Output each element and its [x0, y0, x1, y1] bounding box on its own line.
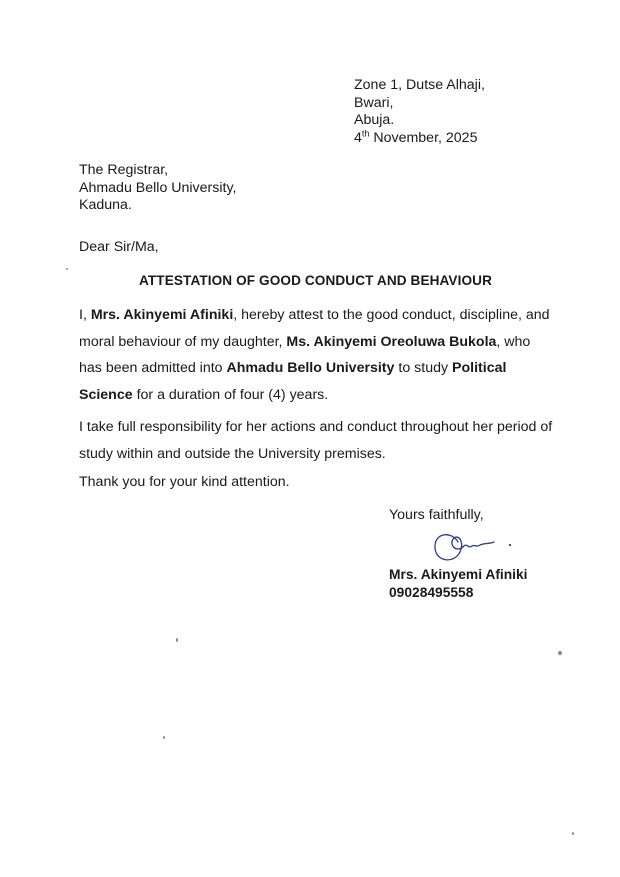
body-paragraph-1 [79, 302, 553, 408]
scan-speck [163, 736, 165, 739]
signer-phone: 09028495558 [389, 585, 474, 600]
scan-speck [66, 268, 68, 270]
salutation: Dear Sir/Ma, [79, 239, 159, 255]
scan-speck [558, 651, 562, 655]
sender-address-line: Bwari, [354, 94, 394, 111]
sender-address [354, 77, 485, 147]
recipient-address-line: Ahmadu Bello University, [79, 179, 237, 196]
signature-stroke [435, 535, 494, 560]
signature-dot [509, 544, 511, 546]
signer-name: Mrs. Akinyemi Afiniki [389, 567, 528, 582]
daughter-name: Ms. Akinyemi Oreoluwa Bukola [286, 333, 497, 350]
date-month-year: November, 2025 [369, 129, 478, 146]
scan-speck [572, 832, 574, 835]
paragraph-text: , hereby attest to the good conduct, discipline, and moral behaviour of my daughter, [79, 307, 550, 350]
attester-name: Mrs. Akinyemi Afiniki [90, 307, 234, 323]
body-paragraph-3: Thank you for your kind attention. [79, 474, 290, 490]
paragraph-text: to study [394, 360, 453, 376]
scan-speck [176, 638, 178, 642]
university-name: Ahmadu Bello University [226, 360, 395, 376]
recipient-address [79, 162, 236, 215]
recipient-address-line: The Registrar, [79, 162, 169, 178]
date-suffix: th [361, 127, 370, 138]
body-paragraph-2: I take full responsibility for her actions and conduct throughout her period of study within and outside the University premises. [79, 419, 553, 462]
letter-date [354, 127, 485, 148]
closing: Yours faithfully, [389, 507, 484, 523]
paragraph-text: , who has been admitted into [79, 333, 531, 376]
course-name: Political Science [79, 360, 507, 403]
sender-address-line: Zone 1, Dutse Alhaji, [354, 77, 485, 93]
date-day: 4 [354, 129, 362, 146]
handwritten-signature [430, 526, 520, 568]
sender-address-line: Abuja. [354, 112, 395, 128]
letter-subject: ATTESTATION OF GOOD CONDUCT AND BEHAVIOUR [139, 273, 492, 288]
recipient-address-line: Kaduna. [79, 197, 132, 213]
paragraph-text: I, [79, 307, 91, 323]
paragraph-text: for a duration of four (4) years. [132, 386, 329, 403]
